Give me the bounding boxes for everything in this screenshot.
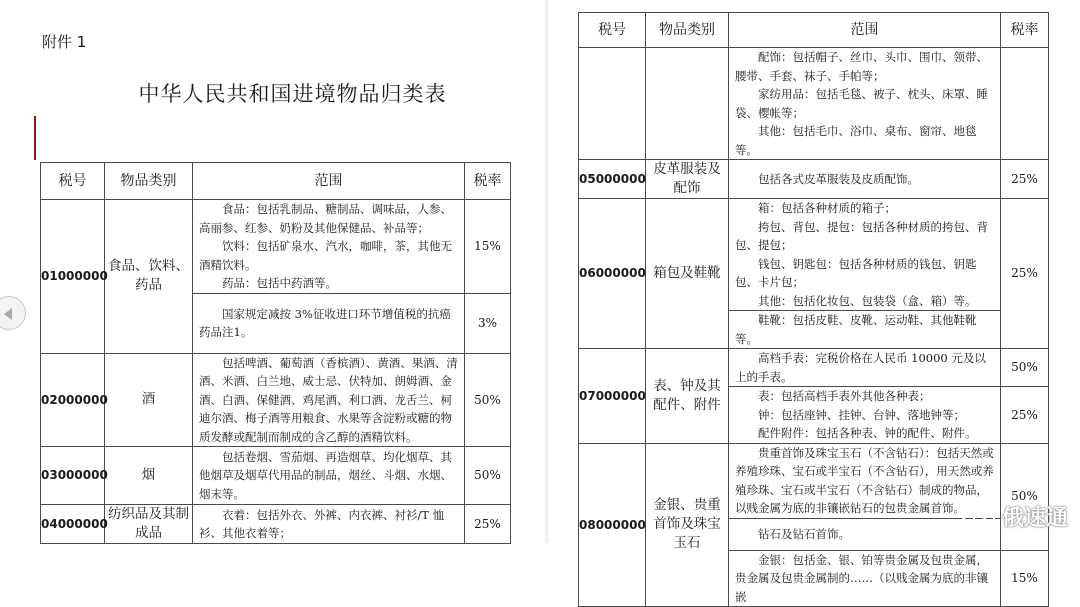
- scope-line: 食品：包括乳制品、糖制品、调味品，人参、高丽参、红参、奶粉及其他保健品、补品等；: [199, 202, 452, 235]
- scope-line: 药品：包括中药酒等。: [222, 276, 337, 290]
- header-rate: 税率: [1001, 13, 1049, 48]
- header-category: 物品类别: [646, 13, 729, 48]
- scope-line: 鞋靴：包括皮鞋、皮靴、运动鞋、其他鞋靴等。: [735, 313, 977, 346]
- table-header-row: [579, 13, 1049, 48]
- row-category: 表、钟及其配件、附件: [646, 349, 729, 444]
- table-row: [579, 349, 1049, 387]
- row-rate: [1001, 48, 1049, 160]
- left-page: [0, 0, 545, 543]
- row-scope: [729, 199, 1001, 311]
- row-rate: 25%: [1001, 387, 1049, 444]
- row-rate: 50%: [465, 447, 511, 505]
- row-code: 08000000: [579, 443, 646, 607]
- scope-line: 包括啤酒、葡萄酒（香槟酒）、黄酒、果酒、清酒、米酒、白兰地、威士忌、伏特加、朗姆酒、金酒、白酒、保健酒、鸡尾酒、利口酒、龙舌兰、柯迪尔酒、梅子酒等用粮食、水果等含淀粉或糖的物质发酵或配制而制成的含乙醇的酒精饮料。: [199, 355, 458, 444]
- row-category: 食品、饮料、药品: [105, 200, 193, 354]
- wechat-logo-icon: [960, 503, 996, 529]
- row-scope: [193, 447, 465, 505]
- table-row: [41, 353, 511, 447]
- scope-line: 饮料：包括矿泉水、汽水，咖啡，茶，其他无酒精饮料。: [199, 239, 452, 272]
- row-rate: 3%: [465, 293, 511, 353]
- row-rate: 15%: [1001, 550, 1049, 607]
- table-row: [579, 160, 1049, 199]
- row-rate: 50%: [1001, 349, 1049, 387]
- document-title: 中华人民共和国进境物品归类表: [138, 82, 447, 106]
- row-scope: [193, 353, 465, 447]
- table-row: [41, 447, 511, 505]
- row-category: 纺织品及其制成品: [105, 505, 193, 544]
- row-scope: [193, 293, 465, 353]
- scope-line: 表：包括高档手表外其他各种表；: [758, 389, 931, 403]
- scope-line: 包括各式皮革服装及皮质配饰。: [758, 171, 919, 186]
- row-rate: 25%: [1001, 199, 1049, 349]
- row-scope: [729, 160, 1001, 199]
- header-rate: 税率: [465, 163, 511, 200]
- header-code: 税号: [579, 13, 646, 48]
- table-header-row: [41, 163, 511, 200]
- watermark-text: 俄速通: [1001, 505, 1068, 531]
- row-rate: 15%: [465, 200, 511, 294]
- scope-line: 钱包、钥匙包：包括各种材质的钱包、钥匙包、卡片包；: [735, 256, 977, 289]
- scope-line: 贵重首饰及珠宝玉石（不含钻石）：包括天然或养殖珍珠、宝石或半宝石（不含钻石），用天然或养殖珍珠、宝石或半宝石（不含钻石）制成的物品，以贱金属为底的非镶嵌钻石的包贵金属首饰。: [735, 445, 994, 515]
- row-rate: 25%: [465, 505, 511, 544]
- row-code: 07000000: [579, 349, 646, 444]
- scope-line: 家纺用品：包括毛毯、被子、枕头、床罩、睡袋、樱帐等；: [735, 87, 988, 120]
- table-row: [579, 199, 1049, 311]
- scope-line: 钻石及钻石首饰。: [758, 526, 850, 541]
- row-category: 皮革服装及配饰: [646, 160, 729, 199]
- scope-line: 国家规定减按 3%征收进口环节增值税的抗癌药品注1。: [199, 306, 451, 339]
- row-scope: [729, 311, 1001, 349]
- header-scope: 范围: [193, 163, 465, 200]
- scope-line: 其他：包括毛巾、浴巾、桌布、窗帘、地毯等。: [735, 124, 977, 157]
- scope-line: 挎包、背包、提包：包括各种材质的挎包、背包、提包；: [735, 219, 988, 252]
- row-scope: [729, 387, 1001, 444]
- row-scope: [729, 48, 1001, 160]
- table-row: [41, 505, 511, 544]
- annex-label: 附件 1: [42, 33, 87, 51]
- row-rate: 50%: [465, 353, 511, 447]
- row-scope: [193, 200, 465, 294]
- row-code: [579, 48, 646, 160]
- scope-line: 配饰：包括帽子、丝巾、头巾、围巾、领带、腰带、手套、袜子、手帕等；: [735, 50, 988, 83]
- scope-line: 高档手表：完税价格在人民币 10000 元及以上的手表。: [735, 351, 986, 384]
- row-scope: [729, 349, 1001, 387]
- prev-page-arrow-icon[interactable]: [0, 296, 26, 330]
- scope-line: 钟：包括座钟、挂钟、台钟、落地钟等；: [758, 407, 965, 422]
- table-row: [41, 200, 511, 294]
- scope-line: 配件附件：包括各种表、钟的配件、附件。: [758, 426, 977, 440]
- table-row: [579, 48, 1049, 160]
- margin-marker: [34, 116, 36, 160]
- row-category: 酒: [105, 353, 193, 447]
- header-scope: 范围: [729, 13, 1001, 48]
- row-code: 06000000: [579, 199, 646, 349]
- header-category: 物品类别: [105, 163, 193, 200]
- row-code: 01000000: [41, 200, 105, 354]
- header-code: 税号: [41, 163, 105, 200]
- row-scope: [193, 505, 465, 544]
- row-category: 烟: [105, 447, 193, 505]
- row-rate: 25%: [1001, 160, 1049, 199]
- row-category: 金银、贵重首饰及珠宝玉石: [646, 443, 729, 607]
- row-category: [646, 48, 729, 160]
- row-code: 02000000: [41, 353, 105, 447]
- row-code: 04000000: [41, 505, 105, 544]
- row-scope: [729, 550, 1001, 607]
- scope-line: 包括卷烟、雪茄烟、再造烟草、均化烟草、其他烟草及烟草代用品的制品，烟丝、斗烟、水烟、烟末等。: [199, 449, 452, 501]
- scope-line: 衣着：包括外衣、外裤、内衣裤、衬衫/T 恤衫、其他衣着等；: [199, 507, 445, 540]
- row-rate: 50%: [1001, 443, 1049, 550]
- scope-line: 其他：包括化妆包、包装袋（盒、箱）等。: [758, 293, 977, 308]
- watermark: [960, 501, 1068, 531]
- classification-table-left: [40, 162, 511, 544]
- row-category: 箱包及鞋靴: [646, 199, 729, 349]
- scope-line: 箱：包括各种材质的箱子；: [758, 201, 896, 215]
- scope-line: 金银：包括金、银、铂等贵金属及包贵金属，贵金属及包贵金属制的……（以贱金属为底的非镶嵌: [735, 552, 988, 604]
- row-code: 05000000: [579, 160, 646, 199]
- row-code: 03000000: [41, 447, 105, 505]
